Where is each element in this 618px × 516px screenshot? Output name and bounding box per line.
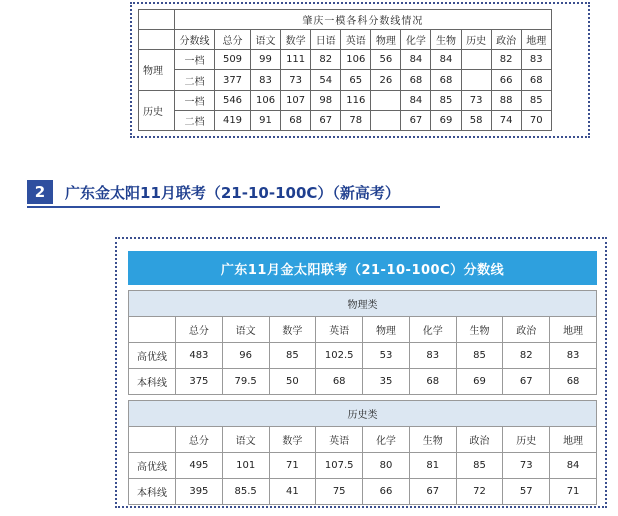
table-cell: 68: [431, 70, 461, 90]
table-cell: 375: [176, 369, 223, 395]
column-header: 地理: [550, 427, 597, 453]
table-cell: 66: [363, 479, 410, 505]
table-cell: 73: [281, 70, 311, 90]
table-cell: 57: [503, 479, 550, 505]
table-cell: 69: [431, 110, 461, 130]
table-cell: 56: [371, 50, 401, 70]
column-header: 物理: [371, 30, 401, 50]
column-header: 生物: [409, 427, 456, 453]
table-cell: 80: [363, 453, 410, 479]
row-label: 二档: [175, 110, 215, 130]
table-cell: 66: [491, 70, 521, 90]
table-cell: 395: [176, 479, 223, 505]
table-cell: [461, 70, 491, 90]
table-cell: 85: [456, 343, 503, 369]
table-cell: 67: [311, 110, 341, 130]
category-header: 历史类: [129, 401, 597, 427]
column-header: 生物: [456, 317, 503, 343]
column-header: 数学: [281, 30, 311, 50]
row-label: 二档: [175, 70, 215, 90]
row-label: 高优线: [129, 453, 176, 479]
table-cell: 377: [215, 70, 251, 90]
table-cell: 84: [401, 50, 431, 70]
header-row: [129, 317, 597, 343]
column-header: 英语: [341, 30, 371, 50]
table-cell: 73: [461, 90, 491, 110]
guangdong-score-table: [128, 251, 597, 505]
empty-cell: [139, 10, 175, 30]
table-cell: 116: [341, 90, 371, 110]
table-cell: 67: [409, 479, 456, 505]
column-header: 语文: [222, 427, 269, 453]
table-cell: 483: [176, 343, 223, 369]
table-cell: 65: [341, 70, 371, 90]
table-cell: 74: [491, 110, 521, 130]
table-cell: 41: [269, 479, 316, 505]
table-cell: 68: [401, 70, 431, 90]
table-cell: 98: [311, 90, 341, 110]
table-cell: 85: [456, 453, 503, 479]
column-header: 化学: [401, 30, 431, 50]
zhaoqing-score-frame: [130, 2, 590, 138]
table-cell: 83: [251, 70, 281, 90]
column-header: 政治: [456, 427, 503, 453]
table-cell: 111: [281, 50, 311, 70]
column-header: 英语: [316, 427, 363, 453]
table-cell: 81: [409, 453, 456, 479]
table-cell: 78: [341, 110, 371, 130]
table-cell: 82: [311, 50, 341, 70]
section-underline: [27, 206, 440, 208]
table-title: 肇庆一模各科分数线情况: [175, 10, 552, 30]
table-cell: 546: [215, 90, 251, 110]
column-header: 语文: [222, 317, 269, 343]
table-cell: 82: [491, 50, 521, 70]
table-row: [129, 369, 597, 395]
column-header: 物理: [363, 317, 410, 343]
table-cell: 84: [431, 50, 461, 70]
table-row: [129, 453, 597, 479]
column-header: 总分: [176, 427, 223, 453]
column-header: 数学: [269, 427, 316, 453]
table-cell: 71: [550, 479, 597, 505]
column-header: 历史: [503, 427, 550, 453]
table-cell: 50: [269, 369, 316, 395]
table-cell: 72: [456, 479, 503, 505]
row-label: 本科线: [129, 369, 176, 395]
table-cell: 75: [316, 479, 363, 505]
table-cell: 91: [251, 110, 281, 130]
table-cell: 68: [550, 369, 597, 395]
column-header: 语文: [251, 30, 281, 50]
table-cell: 85: [269, 343, 316, 369]
column-header: 地理: [521, 30, 551, 50]
row-label: 一档: [175, 50, 215, 70]
table-cell: 54: [311, 70, 341, 90]
table-cell: 88: [491, 90, 521, 110]
table-cell: 67: [401, 110, 431, 130]
section-title: 广东金太阳11月联考（21-10-100C）（新高考）: [65, 183, 400, 202]
column-header: 总分: [176, 317, 223, 343]
table-cell: 68: [521, 70, 551, 90]
table-cell: 107: [281, 90, 311, 110]
group-label: 物理: [139, 50, 175, 90]
column-header: 历史: [461, 30, 491, 50]
table-cell: [461, 50, 491, 70]
table-cell: 83: [550, 343, 597, 369]
guangdong-score-frame: [115, 237, 607, 508]
table-cell: 85.5: [222, 479, 269, 505]
table-cell: 69: [456, 369, 503, 395]
column-header: 日语: [311, 30, 341, 50]
table-cell: 83: [409, 343, 456, 369]
table-cell: 84: [550, 453, 597, 479]
table-cell: 83: [521, 50, 551, 70]
table-cell: 84: [401, 90, 431, 110]
table-cell: 71: [269, 453, 316, 479]
row-label: 高优线: [129, 343, 176, 369]
table-cell: 82: [503, 343, 550, 369]
table-cell: [371, 90, 401, 110]
table-cell: 73: [503, 453, 550, 479]
column-header: 总分: [215, 30, 251, 50]
column-header: 英语: [316, 317, 363, 343]
table-cell: 68: [281, 110, 311, 130]
empty-cell: [129, 317, 176, 343]
table-cell: 96: [222, 343, 269, 369]
table-cell: 70: [521, 110, 551, 130]
group-label: 历史: [139, 90, 175, 130]
table-title: 广东11月金太阳联考（21-10-100C）分数线: [129, 252, 597, 285]
table-cell: 85: [431, 90, 461, 110]
category-header: 物理类: [129, 291, 597, 317]
empty-cell: [129, 427, 176, 453]
table-row: [139, 90, 582, 110]
table-cell: 35: [363, 369, 410, 395]
column-header: 地理: [550, 317, 597, 343]
table-cell: 419: [215, 110, 251, 130]
table-cell: 495: [176, 453, 223, 479]
section-heading: [27, 180, 400, 204]
header-row: [139, 30, 582, 50]
table-cell: 53: [363, 343, 410, 369]
table-cell: 106: [341, 50, 371, 70]
table-cell: 509: [215, 50, 251, 70]
column-header: 化学: [363, 427, 410, 453]
header-row: [129, 427, 597, 453]
column-header: 分数线: [175, 30, 215, 50]
empty-cell: [139, 30, 175, 50]
table-cell: 107.5: [316, 453, 363, 479]
table-cell: 26: [371, 70, 401, 90]
table-row: [129, 479, 597, 505]
column-header: 化学: [409, 317, 456, 343]
column-header: 数学: [269, 317, 316, 343]
row-label: 一档: [175, 90, 215, 110]
table-cell: 99: [251, 50, 281, 70]
table-cell: 85: [521, 90, 551, 110]
table-cell: 101: [222, 453, 269, 479]
table-cell: 68: [316, 369, 363, 395]
column-header: 政治: [491, 30, 521, 50]
table-cell: 79.5: [222, 369, 269, 395]
table-row: [139, 70, 582, 90]
table-row: [139, 110, 582, 130]
table-row: [139, 50, 582, 70]
row-label: 本科线: [129, 479, 176, 505]
table-cell: [371, 110, 401, 130]
table-row: [129, 343, 597, 369]
column-header: 生物: [431, 30, 461, 50]
zhaoqing-score-table: [138, 9, 582, 131]
section-number: 2: [27, 180, 53, 204]
column-header: 政治: [503, 317, 550, 343]
table-cell: 102.5: [316, 343, 363, 369]
table-cell: 68: [409, 369, 456, 395]
table-cell: 106: [251, 90, 281, 110]
table-cell: 58: [461, 110, 491, 130]
table-cell: 67: [503, 369, 550, 395]
